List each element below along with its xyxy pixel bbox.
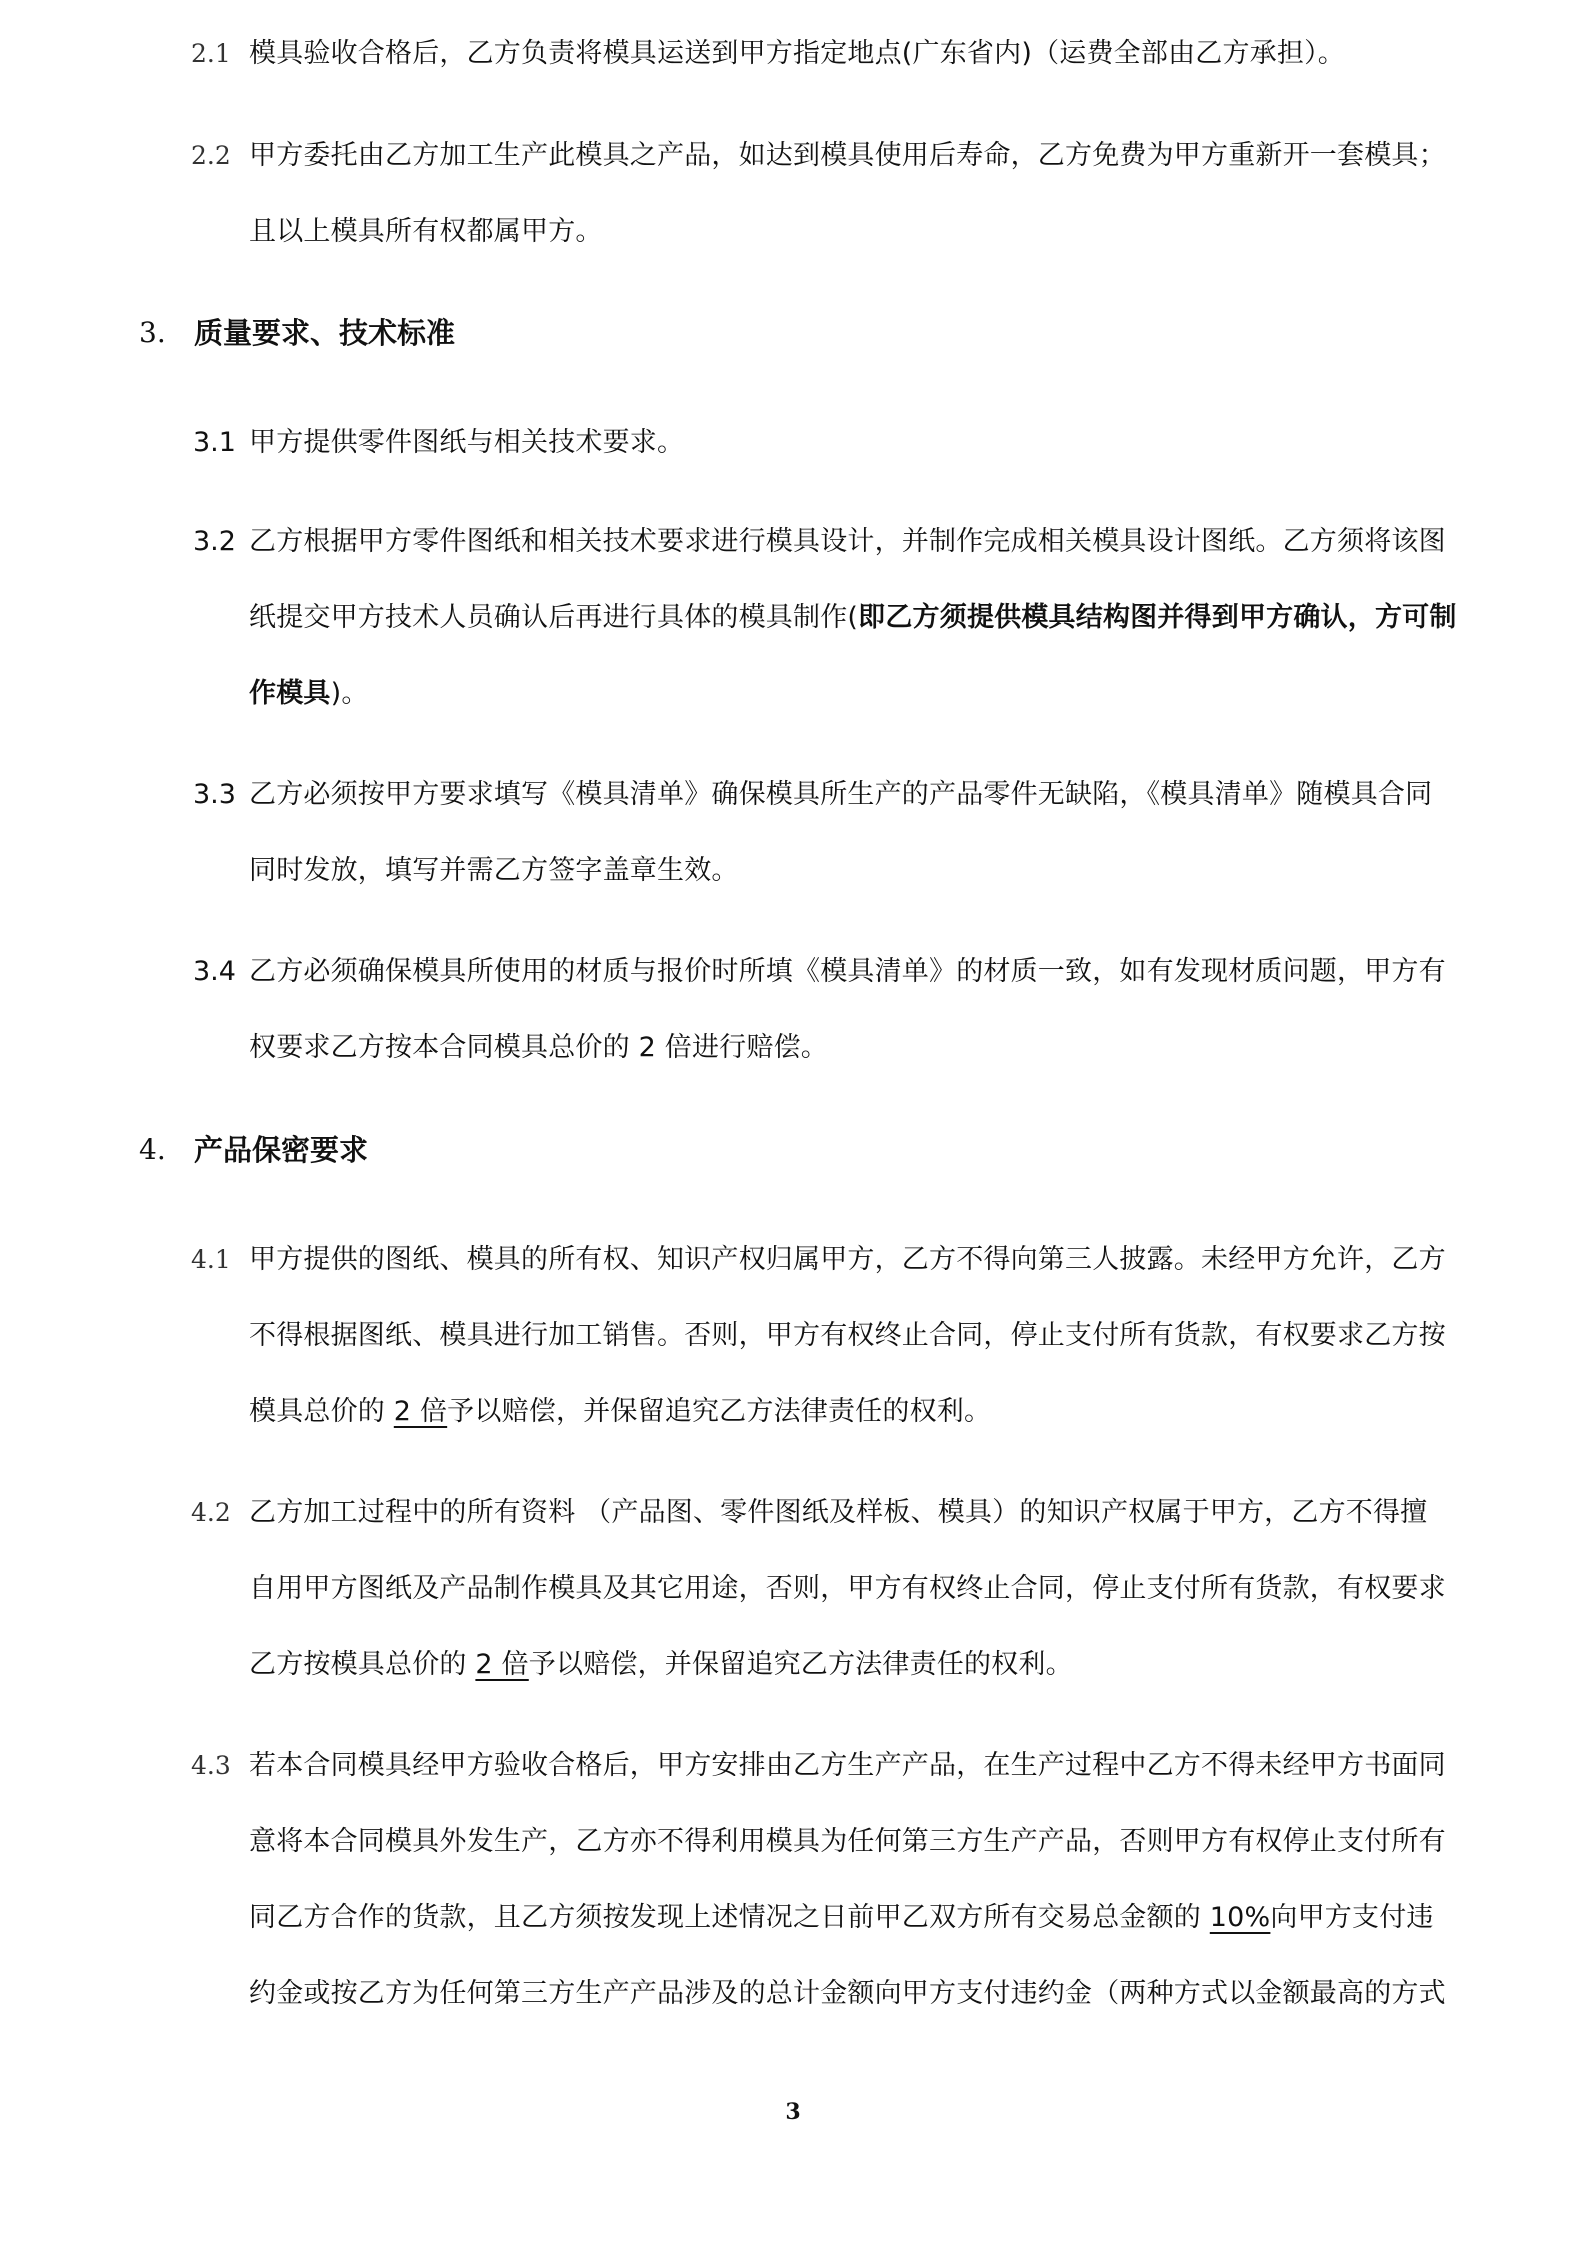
clause-2-2-number: 2.2 <box>191 141 231 170</box>
clause-4-3-line-2: 意将本合同模具外发生产，乙方亦不得利用模具为任何第三方生产产品，否则甲方有权停止支付所有 <box>249 1826 1446 1857</box>
clause-3-2-line-3-bold: 作模具 <box>249 678 331 709</box>
clause-4-2-line-3-pre: 乙方按模具总价的 <box>249 1649 476 1680</box>
clause-3-1-line-1: 甲方提供零件图纸与相关技术要求。 <box>249 427 685 458</box>
clause-3-3-number: 3.3 <box>193 779 236 810</box>
clause-3-2-line-2 <box>249 598 1457 638</box>
clause-4-1-line-3-pre: 模具总价的 <box>249 1396 394 1427</box>
clause-4-3-line-3-post: 向甲方支付违 <box>1270 1902 1434 1933</box>
clause-4-1-line-2: 不得根据图纸、模具进行加工销售。否则，甲方有权终止合同，停止支付所有货款，有权要求乙方按 <box>249 1320 1446 1351</box>
clause-4-1-underlined-multiplier: 2 倍 <box>393 1396 448 1427</box>
clause-4-2-underlined-multiplier: 2 倍 <box>475 1649 529 1680</box>
clause-4-3-line-3 <box>249 1898 1434 1938</box>
clause-4-3-line-4: 约金或按乙方为任何第三方生产产品涉及的总计金额向甲方支付违约金（两种方式以金额最高的方式 <box>249 1978 1446 2009</box>
clause-2-1-number: 2.1 <box>191 39 231 68</box>
clause-2-1-line-1: 模具验收合格后，乙方负责将模具运送到甲方指定地点(广东省内)（运费全部由乙方承担）。 <box>249 38 1345 69</box>
clause-3-2-line-2-plain: 纸提交甲方技术人员确认后再进行具体的模具制作( <box>249 602 859 633</box>
section-4-title: 产品保密要求 <box>194 1133 369 1167</box>
clause-4-3-underlined-percent: 10% <box>1209 1902 1271 1933</box>
section-3-title: 质量要求、技术标准 <box>194 316 456 350</box>
clause-4-1-number: 4.1 <box>191 1245 231 1274</box>
clause-3-4-number: 3.4 <box>193 956 236 987</box>
clause-3-2-line-3-plain: )。 <box>330 678 369 709</box>
clause-4-1-line-1: 甲方提供的图纸、模具的所有权、知识产权归属甲方，乙方不得向第三人披露。未经甲方允许，乙方 <box>249 1244 1446 1275</box>
clause-4-2-number: 4.2 <box>191 1498 231 1527</box>
clause-3-4-line-1: 乙方必须确保模具所使用的材质与报价时所填《模具清单》的材质一致，如有发现材质问题，甲方有 <box>249 956 1446 987</box>
clause-4-2-line-2: 自用甲方图纸及产品制作模具及其它用途，否则，甲方有权终止合同，停止支付所有货款，有权要求 <box>249 1573 1446 1604</box>
clause-4-2-line-3-post: 予以赔偿，并保留追究乙方法律责任的权利。 <box>528 1649 1073 1680</box>
clause-4-3-number: 4.3 <box>191 1751 231 1780</box>
clause-3-4-line-2: 权要求乙方按本合同模具总价的 2 倍进行赔偿。 <box>249 1032 828 1063</box>
clause-3-2-number: 3.2 <box>193 526 236 557</box>
clause-2-2-line-1: 甲方委托由乙方加工生产此模具之产品，如达到模具使用后寿命，乙方免费为甲方重新开一套模具； <box>249 140 1446 171</box>
clause-4-3-line-1: 若本合同模具经甲方验收合格后，甲方安排由乙方生产产品，在生产过程中乙方不得未经甲方书面同 <box>249 1750 1446 1781</box>
clause-3-3-line-2: 同时发放，填写并需乙方签字盖章生效。 <box>249 855 739 886</box>
clause-4-1-line-3-post: 予以赔偿，并保留追究乙方法律责任的权利。 <box>447 1396 992 1427</box>
section-3-number: 3. <box>139 316 166 349</box>
page-number: 3 <box>785 2099 801 2125</box>
clause-4-2-line-1: 乙方加工过程中的所有资料 （产品图、零件图纸及样板、模具）的知识产权属于甲方，乙方不得擅 <box>249 1497 1428 1528</box>
clause-3-1-number: 3.1 <box>193 427 236 458</box>
clause-2-2-line-2: 且以上模具所有权都属甲方。 <box>249 216 603 247</box>
clause-4-2-line-3 <box>249 1645 1073 1685</box>
clause-3-2-line-3 <box>249 674 369 714</box>
section-4-number: 4. <box>139 1133 166 1166</box>
clause-4-3-line-3-pre: 同乙方合作的货款，且乙方须按发现上述情况之日前甲乙双方所有交易总金额的 <box>249 1902 1210 1933</box>
clause-3-3-line-1: 乙方必须按甲方要求填写《模具清单》确保模具所生产的产品零件无缺陷，《模具清单》随模具合同 <box>249 779 1433 810</box>
clause-3-2-line-2-bold: 即乙方须提供模具结构图并得到甲方确认，方可制 <box>858 602 1457 633</box>
clause-4-1-line-3 <box>249 1392 991 1432</box>
clause-3-2-line-1: 乙方根据甲方零件图纸和相关技术要求进行模具设计，并制作完成相关模具设计图纸。乙方须将该图 <box>249 526 1446 557</box>
